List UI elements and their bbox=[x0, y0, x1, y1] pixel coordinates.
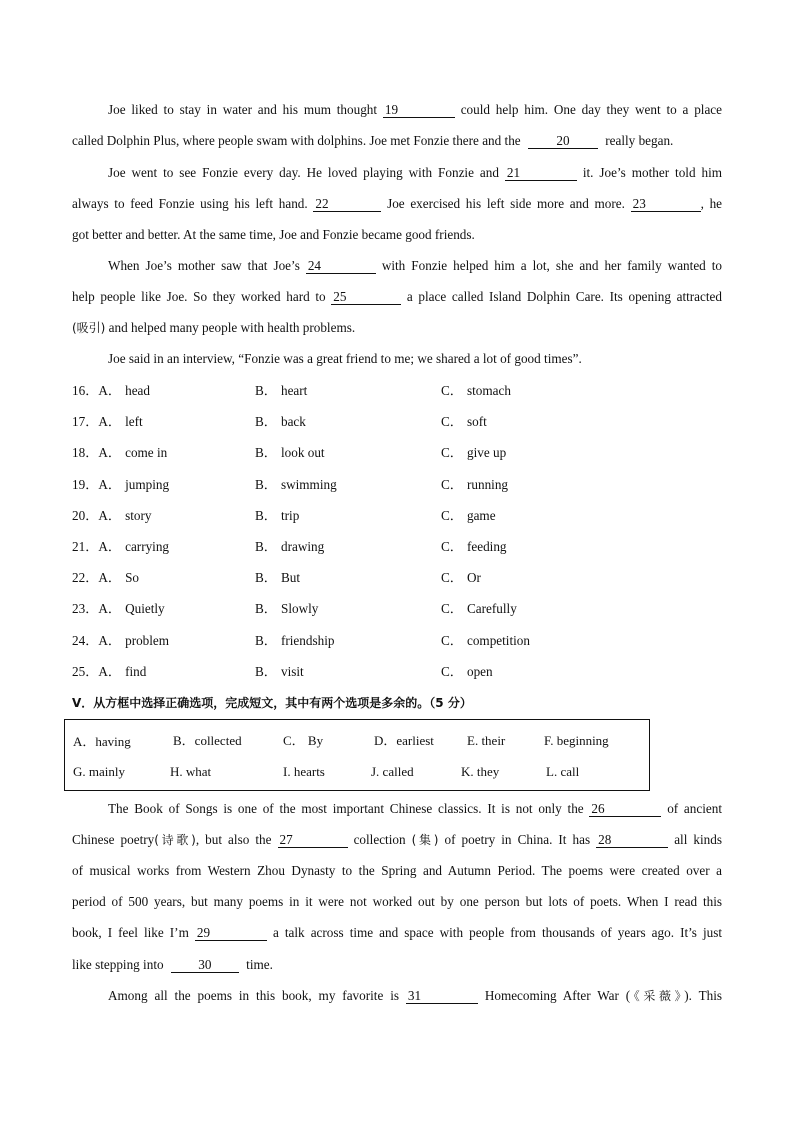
question-number: 25．A． bbox=[72, 664, 122, 679]
option-a[interactable] bbox=[72, 444, 167, 462]
option-text: swimming bbox=[280, 477, 337, 492]
option-label: C． bbox=[441, 445, 463, 460]
option-label: C． bbox=[441, 539, 463, 554]
box-option-d: D．earliest bbox=[374, 733, 434, 748]
option-c[interactable] bbox=[441, 444, 506, 462]
option-label: B． bbox=[255, 539, 277, 554]
option-label: B． bbox=[255, 508, 277, 523]
chinese-gloss: 《采薇》 bbox=[630, 989, 685, 1003]
option-text: carrying bbox=[125, 539, 170, 554]
question-number: 20．A． bbox=[72, 508, 122, 523]
question-number: 16．A． bbox=[72, 383, 122, 398]
text: really began. bbox=[605, 133, 674, 148]
blank-25[interactable]: 25 bbox=[331, 289, 401, 305]
text: with Fonzie helped him a lot, she and her family wanted to bbox=[381, 258, 723, 273]
blank-22[interactable]: 22 bbox=[313, 196, 381, 212]
passage1-line bbox=[108, 101, 722, 119]
question-number: 21．A． bbox=[72, 539, 122, 554]
option-text: drawing bbox=[280, 539, 325, 554]
text: Joe exercised his left side more and more. bbox=[387, 196, 625, 211]
text: Homecoming After War ( bbox=[484, 988, 631, 1003]
passage2-line: period of 500 years, but many poems in it were not worked out by one person but lots of poets. When I read this bbox=[72, 894, 722, 909]
option-b[interactable] bbox=[255, 538, 324, 556]
text: called Dolphin Plus, where people swam with dolphins. Joe met Fonzie there and the bbox=[72, 133, 521, 148]
option-text: visit bbox=[280, 664, 304, 679]
text: collection bbox=[353, 832, 406, 847]
blank-24[interactable]: 24 bbox=[306, 258, 376, 274]
option-text: story bbox=[125, 508, 152, 523]
text: The Book of Songs is one of the most important Chinese classics. It is not only the bbox=[108, 801, 584, 816]
box-option-f: F. beginning bbox=[544, 733, 609, 748]
option-b[interactable] bbox=[255, 476, 337, 494]
option-label: C． bbox=[441, 664, 463, 679]
passage1-line bbox=[108, 164, 722, 182]
section-heading: Ⅴ．从方框中选择正确选项，完成短文，其中有两个选项是多余的。（5 分） bbox=[72, 696, 472, 710]
option-a[interactable] bbox=[72, 663, 146, 681]
option-c[interactable] bbox=[441, 413, 487, 431]
word-box bbox=[64, 719, 650, 791]
option-text: competition bbox=[466, 633, 530, 648]
text: help people like Joe. So they worked hard to bbox=[72, 289, 326, 304]
text: a place called Island Dolphin Care. Its opening attracted bbox=[406, 289, 722, 304]
option-text: trip bbox=[280, 508, 300, 523]
option-text: running bbox=[466, 477, 509, 492]
option-c[interactable] bbox=[441, 632, 530, 650]
text: Joe liked to stay in water and his mum thought bbox=[108, 102, 378, 117]
question-number: 19．A． bbox=[72, 477, 122, 492]
option-b[interactable] bbox=[255, 507, 299, 525]
text: all kinds bbox=[674, 832, 722, 847]
option-b[interactable] bbox=[255, 382, 307, 400]
box-option-j: J. called bbox=[371, 764, 414, 779]
passage2-line bbox=[108, 800, 722, 818]
option-a[interactable] bbox=[72, 600, 165, 618]
text: a talk across time and space with people from thousands of years ago. It’s just bbox=[272, 925, 723, 940]
question-number: 24．A． bbox=[72, 633, 122, 648]
passage2-line bbox=[72, 956, 722, 974]
option-text: feeding bbox=[466, 539, 507, 554]
box-option-i: I. hearts bbox=[283, 764, 325, 779]
text: like stepping into bbox=[72, 957, 164, 972]
option-a[interactable] bbox=[72, 382, 150, 400]
option-a[interactable] bbox=[72, 538, 169, 556]
passage1-line: Joe said in an interview, “Fonzie was a great friend to me; we shared a lot of good times”. bbox=[108, 351, 582, 366]
option-text: heart bbox=[280, 383, 308, 398]
option-text: But bbox=[280, 570, 301, 585]
text: , but also the bbox=[195, 832, 272, 847]
option-label: C． bbox=[441, 601, 463, 616]
text: could help him. One day they went to a place bbox=[460, 102, 723, 117]
option-b[interactable] bbox=[255, 444, 325, 462]
blank-26[interactable]: 26 bbox=[589, 801, 661, 817]
option-a[interactable] bbox=[72, 632, 169, 650]
passage2-line bbox=[108, 987, 722, 1005]
option-text: Or bbox=[466, 570, 481, 585]
option-label: C． bbox=[441, 508, 463, 523]
option-label: C． bbox=[441, 633, 463, 648]
option-label: C． bbox=[441, 414, 463, 429]
box-option-l: L. call bbox=[546, 764, 580, 779]
blank-19[interactable]: 19 bbox=[383, 102, 455, 118]
option-text: jumping bbox=[125, 477, 170, 492]
option-label: B． bbox=[255, 601, 277, 616]
chinese-gloss: (吸引) bbox=[72, 321, 106, 335]
passage2-line bbox=[72, 831, 722, 849]
blank-31[interactable]: 31 bbox=[406, 988, 478, 1004]
option-text: look out bbox=[280, 445, 325, 460]
option-a[interactable] bbox=[72, 413, 143, 431]
chinese-gloss: (诗歌) bbox=[154, 833, 196, 847]
box-option-c: C． By bbox=[283, 733, 324, 748]
box-option-h: H. what bbox=[170, 764, 212, 779]
blank-20[interactable]: 20 bbox=[528, 133, 598, 149]
option-b[interactable] bbox=[255, 663, 304, 681]
option-text: friendship bbox=[280, 633, 335, 648]
option-a[interactable] bbox=[72, 476, 169, 494]
option-text: Carefully bbox=[466, 601, 517, 616]
option-text: soft bbox=[466, 414, 487, 429]
text: book, I feel like I’m bbox=[72, 925, 189, 940]
question-number: 17．A． bbox=[72, 414, 122, 429]
blank-21[interactable]: 21 bbox=[505, 165, 577, 181]
question-number: 23．A． bbox=[72, 601, 122, 616]
question-number: 18．A． bbox=[72, 445, 122, 460]
option-label: B． bbox=[255, 570, 277, 585]
passage1-line bbox=[108, 257, 722, 275]
box-option-e: E. their bbox=[467, 733, 506, 748]
box-option-k: K. they bbox=[461, 764, 500, 779]
option-label: B． bbox=[255, 664, 277, 679]
option-text: back bbox=[280, 414, 306, 429]
passage1-line bbox=[72, 319, 722, 337]
option-c[interactable] bbox=[441, 382, 511, 400]
passage1-line bbox=[72, 132, 722, 150]
option-a[interactable] bbox=[72, 507, 151, 525]
option-text: game bbox=[466, 508, 496, 523]
text: Among all the poems in this book, my favorite is bbox=[108, 988, 400, 1003]
text: When Joe’s mother saw that Joe’s bbox=[108, 258, 300, 273]
passage1-line bbox=[72, 195, 722, 213]
option-text: find bbox=[125, 664, 147, 679]
option-text: stomach bbox=[466, 383, 511, 398]
option-label: B． bbox=[255, 445, 277, 460]
blank-30[interactable]: 30 bbox=[171, 957, 239, 973]
text: of ancient bbox=[667, 801, 723, 816]
blank-29[interactable]: 29 bbox=[195, 925, 267, 941]
option-text: give up bbox=[466, 445, 507, 460]
option-label: C． bbox=[441, 570, 463, 585]
box-option-a: A．having bbox=[73, 734, 131, 749]
option-label: C． bbox=[441, 477, 463, 492]
option-text: come in bbox=[125, 445, 168, 460]
blank-27[interactable]: 27 bbox=[278, 832, 348, 848]
option-text: left bbox=[125, 414, 143, 429]
option-b[interactable] bbox=[255, 600, 318, 618]
passage2-line: of musical works from Western Zhou Dynasty to the Spring and Autumn Period. The poems were created over a bbox=[72, 863, 722, 878]
option-text: open bbox=[466, 664, 493, 679]
blank-28[interactable]: 28 bbox=[596, 832, 668, 848]
option-b[interactable] bbox=[255, 413, 306, 431]
text: and helped many people with health problems. bbox=[105, 320, 356, 335]
option-c[interactable] bbox=[441, 507, 496, 525]
option-text: Quietly bbox=[125, 601, 165, 616]
question-number: 22．A． bbox=[72, 570, 122, 585]
option-label: C． bbox=[441, 383, 463, 398]
chinese-gloss: (集) bbox=[411, 833, 439, 847]
passage2-line bbox=[72, 924, 722, 942]
passage1-line: got better and better. At the same time, Joe and Fonzie became good friends. bbox=[72, 227, 475, 242]
option-label: B． bbox=[255, 633, 277, 648]
text: Chinese poetry bbox=[72, 832, 155, 847]
option-a[interactable] bbox=[72, 569, 139, 587]
text: ). This bbox=[684, 988, 723, 1003]
box-option-b: B．collected bbox=[173, 733, 242, 748]
option-text: problem bbox=[125, 633, 170, 648]
option-b[interactable] bbox=[255, 632, 334, 650]
option-c[interactable] bbox=[441, 538, 507, 556]
passage1-line bbox=[72, 288, 722, 306]
text: , he bbox=[700, 196, 723, 211]
text: always to feed Fonzie using his left hand. bbox=[72, 196, 308, 211]
text: time. bbox=[246, 957, 273, 972]
option-text: head bbox=[125, 383, 150, 398]
option-c[interactable] bbox=[441, 663, 493, 681]
option-label: B． bbox=[255, 414, 277, 429]
option-c[interactable] bbox=[441, 569, 481, 587]
blank-23[interactable]: 23 bbox=[631, 196, 701, 212]
option-c[interactable] bbox=[441, 476, 508, 494]
option-label: B． bbox=[255, 383, 277, 398]
text: of poetry in China. It has bbox=[438, 832, 591, 847]
option-c[interactable] bbox=[441, 600, 517, 618]
box-option-g: G. mainly bbox=[73, 764, 125, 779]
option-text: Slowly bbox=[280, 601, 319, 616]
option-label: B． bbox=[255, 477, 277, 492]
option-b[interactable] bbox=[255, 569, 300, 587]
text: it. Joe’s mother told him bbox=[582, 165, 723, 180]
text: Joe went to see Fonzie every day. He loved playing with Fonzie and bbox=[108, 165, 499, 180]
option-text: So bbox=[125, 570, 140, 585]
